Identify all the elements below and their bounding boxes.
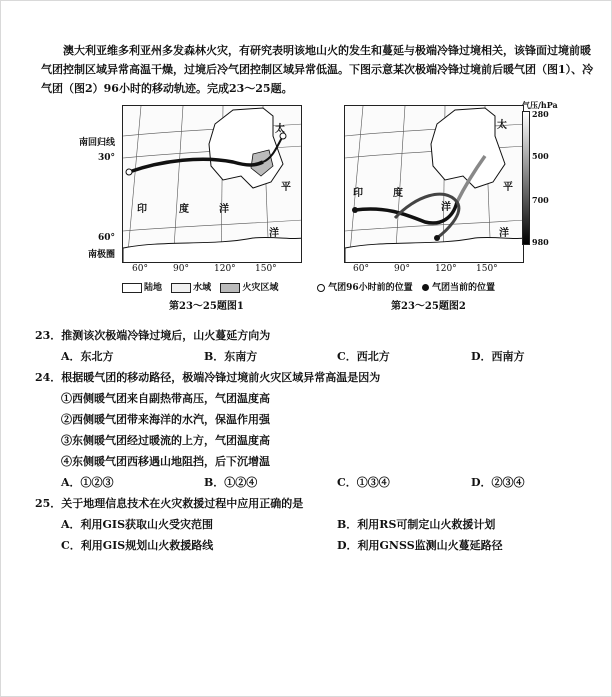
q25-option-b[interactable]: B．利用RS可制定山火救援计划: [337, 518, 496, 531]
land-swatch: [122, 283, 142, 293]
pressure-tick: 500: [532, 151, 549, 161]
q24-option-c[interactable]: C．①③④: [337, 476, 390, 489]
q24-option-a[interactable]: A．①②③: [61, 476, 114, 489]
q25-option-a[interactable]: A．利用GIS获取山火受灾范围: [61, 518, 214, 531]
antarctic-label: 南极圈: [87, 250, 115, 260]
fig1-lon-tick: 120°: [214, 264, 236, 274]
start-legend: 气团96小时前的位置: [328, 283, 413, 293]
fig1-pacific-2: 平: [281, 182, 291, 193]
start-marker-icon: [317, 284, 325, 292]
fig2-pacific-1: 太: [497, 120, 507, 131]
q25-option-d[interactable]: D．利用GNSS监测山火蔓延路径: [337, 539, 503, 552]
pressure-tick: 700: [532, 195, 549, 205]
fig1-caption: 第23～25题图1: [169, 301, 244, 312]
pressure-scale-title: 气压/hPa: [522, 100, 558, 110]
pressure-scale-bar: [522, 111, 530, 245]
q24-statement-3: ③东侧暖气团经过暖流的上方，气团温度高: [61, 434, 270, 447]
fig2-pacific-3: 洋: [499, 228, 509, 239]
fig2-indian-2: 度: [393, 188, 403, 199]
south-return-label: 南回归线: [78, 138, 115, 148]
fig1-lon-tick: 150°: [255, 264, 277, 274]
fig1-pacific-3: 洋: [269, 228, 279, 239]
q23-option-d[interactable]: D．西南方: [471, 350, 525, 363]
fire-legend: 火灾区域: [242, 283, 279, 293]
q24-statement-4: ④东侧暖气团西移遇山地阻挡，后下沉增温: [61, 455, 270, 468]
q24-statement-2: ②西侧暖气团带来海洋的水汽，保温作用强: [61, 413, 270, 426]
intro-paragraph: 澳大利亚维多利亚州多发森林火灾，有研究表明该地山火的发生和蔓延与极端冷锋过境相关，该锋面过境前暖气团控制区域异常高温干燥，过境后冷气团控制区域异常低温。下图示意某次极端冷锋过境前后暖气团（图1）、冷气团（图2）96小时的移动轨迹。完成23～25题。: [41, 44, 594, 95]
now-legend: 气团当前的位置: [431, 283, 495, 293]
fig2-indian-3: 洋: [441, 202, 451, 213]
q24-option-b[interactable]: B．①②④: [204, 476, 258, 489]
fig2-lon-tick: 120°: [435, 264, 457, 274]
q23-option-a[interactable]: A．东北方: [61, 350, 114, 363]
fig1-pacific-1: 太: [275, 124, 285, 135]
fig2-lon-tick: 90°: [394, 264, 410, 274]
fig2-indian-1: 印: [353, 188, 363, 199]
figure1-map: [122, 105, 302, 263]
fig2-legend: [317, 280, 495, 293]
pressure-tick: 980: [532, 237, 549, 247]
figure2-map: [344, 105, 524, 263]
q25-option-c[interactable]: C．利用GIS规划山火救援路线: [61, 539, 214, 552]
now-marker-icon: [422, 284, 429, 291]
pressure-tick: 280: [532, 109, 549, 119]
fig2-pacific-2: 平: [503, 182, 513, 193]
fig2-lon-tick: 60°: [353, 264, 369, 274]
q23-stem: 23．推测该次极端冷锋过境后，山火蔓延方向为: [35, 329, 271, 342]
fig1-indian-2: 度: [179, 204, 189, 215]
fig2-lon-tick: 150°: [476, 264, 498, 274]
water-swatch: [171, 283, 191, 293]
fig2-caption: 第23～25题图2: [391, 301, 466, 312]
q24-statement-1: ①西侧暖气团来自副热带高压，气团温度高: [61, 392, 270, 405]
fig1-lon-tick: 90°: [173, 264, 189, 274]
q25-stem: 25．关于地理信息技术在火灾救援过程中应用正确的是: [35, 497, 304, 510]
fig1-indian-3: 洋: [219, 204, 229, 215]
q24-stem: 24．根据暖气团的移动路径，极端冷锋过境前火灾区域异常高温是因为: [35, 371, 381, 384]
q24-option-d[interactable]: D．②③④: [471, 476, 525, 489]
fire-swatch: [220, 283, 240, 293]
q23-option-c[interactable]: C．西北方: [337, 350, 390, 363]
fig1-lon-tick: 60°: [132, 264, 148, 274]
fig1-indian-1: 印: [137, 204, 147, 215]
lat60-label: 60°: [97, 233, 115, 243]
land-legend: 陆地: [144, 283, 163, 293]
water-legend: 水域: [193, 283, 212, 293]
q23-option-b[interactable]: B．东南方: [204, 350, 258, 363]
fig1-legend: [122, 280, 278, 293]
lat30-label: 30°: [97, 153, 115, 163]
